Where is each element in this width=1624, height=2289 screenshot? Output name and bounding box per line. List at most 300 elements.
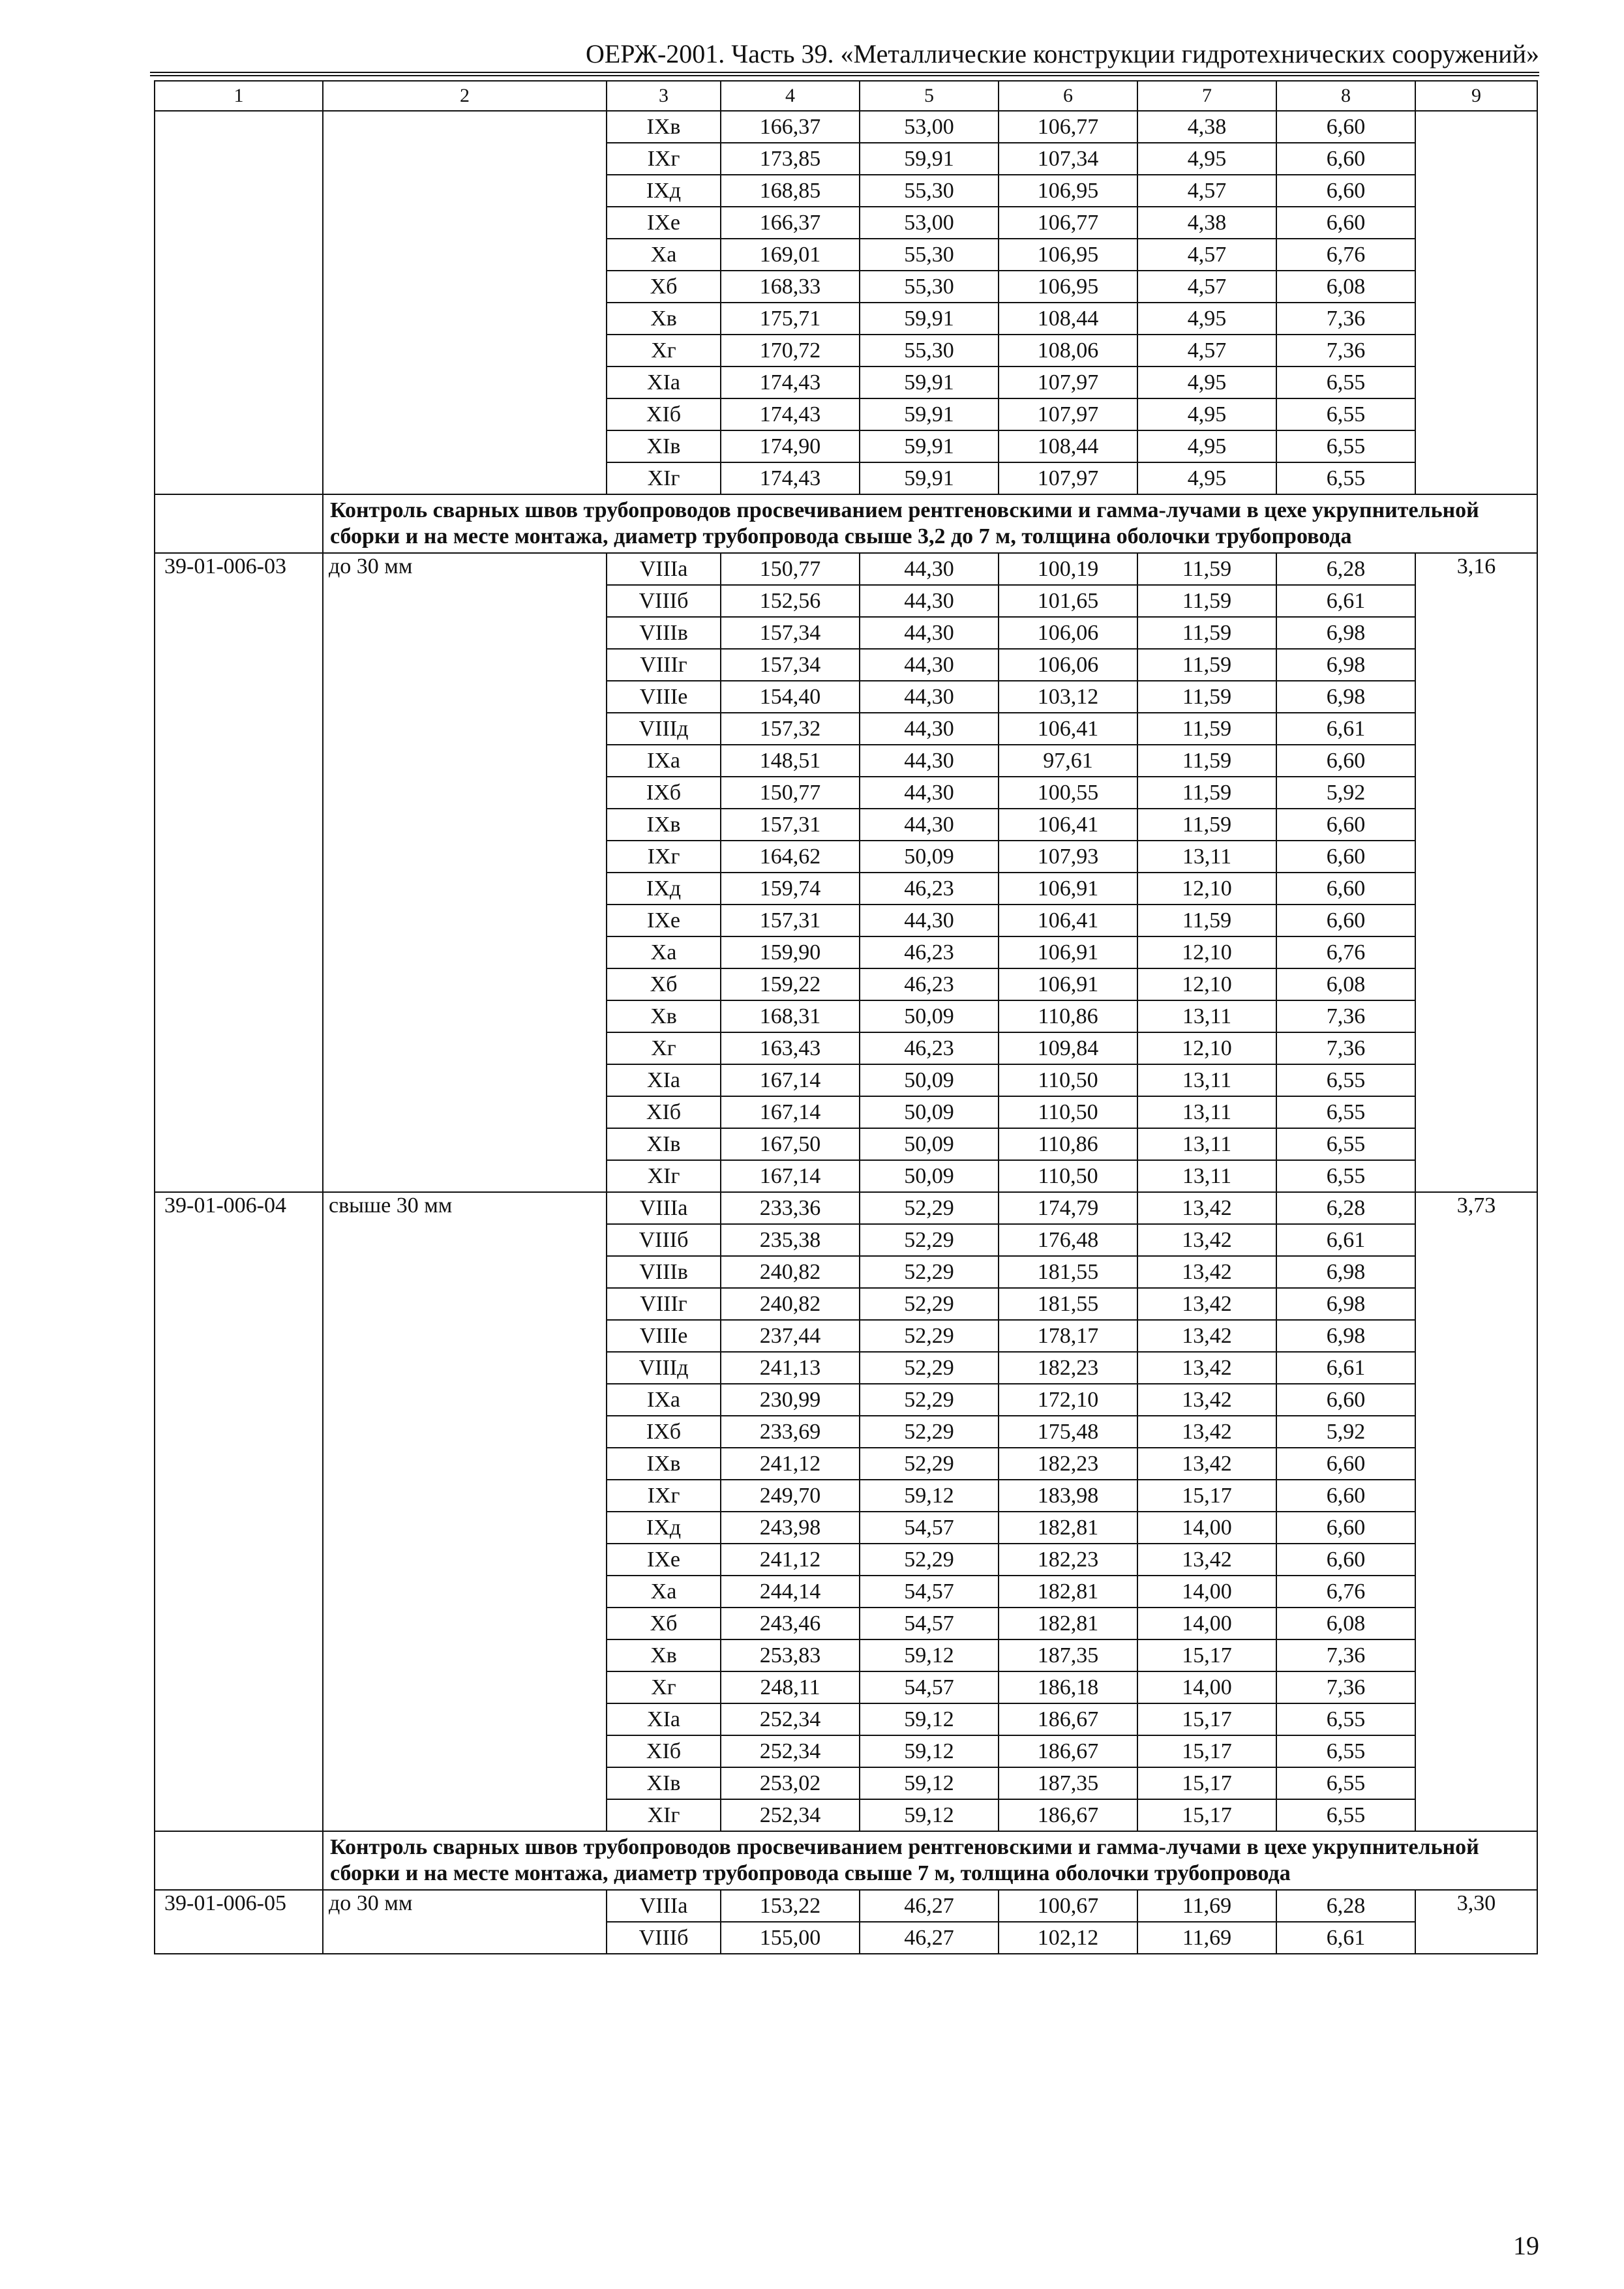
zone-cell: IXг	[607, 1480, 721, 1512]
zone-cell: VIIIв	[607, 617, 721, 649]
value-cell: 157,31	[721, 809, 860, 841]
value-cell: 181,55	[999, 1256, 1137, 1288]
value-cell: 54,57	[860, 1608, 999, 1639]
value-cell: 11,59	[1137, 777, 1276, 809]
value-cell: 4,95	[1137, 367, 1276, 398]
value-cell: 44,30	[860, 649, 999, 681]
zone-cell: VIIIд	[607, 1352, 721, 1384]
value-cell: 6,60	[1276, 1448, 1415, 1480]
value-cell: 13,11	[1137, 1096, 1276, 1128]
resource-code-cell: 39-01-006-05	[155, 1890, 323, 1954]
value-cell: 110,50	[999, 1096, 1137, 1128]
value-cell: 13,11	[1137, 1128, 1276, 1160]
labor-norm-cell: 3,73	[1415, 1192, 1537, 1831]
value-cell: 187,35	[999, 1767, 1137, 1799]
zone-cell: XIа	[607, 367, 721, 398]
value-cell: 44,30	[860, 745, 999, 777]
value-cell: 106,91	[999, 873, 1137, 905]
value-cell: 157,31	[721, 905, 860, 936]
value-cell: 174,43	[721, 462, 860, 494]
value-cell: 12,10	[1137, 936, 1276, 968]
value-cell: 44,30	[860, 617, 999, 649]
zone-cell: Xа	[607, 936, 721, 968]
value-cell: 106,41	[999, 905, 1137, 936]
value-cell: 46,27	[860, 1890, 999, 1922]
value-cell: 108,44	[999, 303, 1137, 335]
zone-cell: Xб	[607, 968, 721, 1000]
value-cell: 252,34	[721, 1735, 860, 1767]
value-cell: 230,99	[721, 1384, 860, 1416]
value-cell: 107,97	[999, 398, 1137, 430]
value-cell: 159,22	[721, 968, 860, 1000]
value-cell: 13,42	[1137, 1320, 1276, 1352]
table-row	[155, 1192, 1537, 1224]
zone-cell: IXд	[607, 175, 721, 207]
value-cell: 167,14	[721, 1096, 860, 1128]
value-cell: 11,69	[1137, 1922, 1276, 1954]
value-cell: 52,29	[860, 1224, 999, 1256]
value-cell: 50,09	[860, 1096, 999, 1128]
value-cell: 6,76	[1276, 936, 1415, 968]
zone-cell: Xв	[607, 1639, 721, 1671]
value-cell: 6,98	[1276, 617, 1415, 649]
value-cell: 6,76	[1276, 239, 1415, 271]
value-cell: 182,23	[999, 1544, 1137, 1576]
value-cell: 11,69	[1137, 1890, 1276, 1922]
value-cell: 106,06	[999, 617, 1137, 649]
value-cell: 6,55	[1276, 1096, 1415, 1128]
description-cell: до 30 мм	[323, 1890, 607, 1954]
zone-cell: IXе	[607, 1544, 721, 1576]
value-cell: 44,30	[860, 777, 999, 809]
value-cell: 176,48	[999, 1224, 1137, 1256]
zone-cell: IXа	[607, 1384, 721, 1416]
value-cell: 11,59	[1137, 585, 1276, 617]
value-cell: 59,91	[860, 143, 999, 175]
value-cell: 241,12	[721, 1448, 860, 1480]
value-cell: 13,11	[1137, 1064, 1276, 1096]
value-cell: 173,85	[721, 143, 860, 175]
page-number: 19	[1513, 2231, 1539, 2260]
value-cell: 106,06	[999, 649, 1137, 681]
value-cell: 44,30	[860, 809, 999, 841]
value-cell: 183,98	[999, 1480, 1137, 1512]
column-number-cell: 2	[323, 81, 607, 111]
zone-cell: IXв	[607, 809, 721, 841]
zone-cell: XIг	[607, 1160, 721, 1192]
value-cell: 59,12	[860, 1735, 999, 1767]
value-cell: 6,98	[1276, 649, 1415, 681]
value-cell: 5,92	[1276, 777, 1415, 809]
value-cell: 4,57	[1137, 239, 1276, 271]
table-row	[155, 1890, 1537, 1922]
value-cell: 6,60	[1276, 207, 1415, 239]
zone-cell: IXг	[607, 143, 721, 175]
zone-cell: VIIIд	[607, 713, 721, 745]
zone-cell: XIб	[607, 1735, 721, 1767]
resource-code-cell: 39-01-006-04	[155, 1192, 323, 1831]
value-cell: 7,36	[1276, 1000, 1415, 1032]
value-cell: 44,30	[860, 713, 999, 745]
value-cell: 6,08	[1276, 1608, 1415, 1639]
value-cell: 182,81	[999, 1512, 1137, 1544]
value-cell: 6,55	[1276, 430, 1415, 462]
value-cell: 103,12	[999, 681, 1137, 713]
zone-cell: IXв	[607, 111, 721, 143]
value-cell: 244,14	[721, 1576, 860, 1608]
value-cell: 6,60	[1276, 1480, 1415, 1512]
value-cell: 106,91	[999, 936, 1137, 968]
zone-cell: VIIIг	[607, 649, 721, 681]
value-cell: 174,90	[721, 430, 860, 462]
zone-cell: VIIIв	[607, 1256, 721, 1288]
value-cell: 6,28	[1276, 1890, 1415, 1922]
value-cell: 106,95	[999, 175, 1137, 207]
value-cell: 4,95	[1137, 462, 1276, 494]
zone-cell: XIа	[607, 1064, 721, 1096]
column-number-row	[155, 81, 1537, 111]
value-cell: 182,23	[999, 1352, 1137, 1384]
value-cell: 167,14	[721, 1064, 860, 1096]
value-cell: 6,61	[1276, 1352, 1415, 1384]
value-cell: 4,57	[1137, 335, 1276, 367]
zone-cell: IXв	[607, 1448, 721, 1480]
zone-cell: IXа	[607, 745, 721, 777]
value-cell: 13,11	[1137, 1160, 1276, 1192]
value-cell: 13,42	[1137, 1224, 1276, 1256]
value-cell: 4,95	[1137, 430, 1276, 462]
value-cell: 13,42	[1137, 1448, 1276, 1480]
value-cell: 13,42	[1137, 1352, 1276, 1384]
value-cell: 54,57	[860, 1671, 999, 1703]
zone-cell: VIIIа	[607, 553, 721, 585]
zone-cell: Xа	[607, 239, 721, 271]
value-cell: 59,91	[860, 430, 999, 462]
value-cell: 181,55	[999, 1288, 1137, 1320]
value-cell: 6,98	[1276, 681, 1415, 713]
value-cell: 253,83	[721, 1639, 860, 1671]
description-cell: свыше 30 мм	[323, 1192, 607, 1831]
zone-cell: Xв	[607, 1000, 721, 1032]
value-cell: 6,55	[1276, 1767, 1415, 1799]
value-cell: 150,77	[721, 777, 860, 809]
table-body	[155, 81, 1537, 1954]
value-cell: 6,08	[1276, 271, 1415, 303]
labor-norm-cell: 3,16	[1415, 553, 1537, 1192]
value-cell: 13,42	[1137, 1384, 1276, 1416]
value-cell: 101,65	[999, 585, 1137, 617]
value-cell: 6,55	[1276, 1799, 1415, 1831]
running-header: ОЕРЖ-2001. Часть 39. «Металлические конструкции гидротехнических сооружений»	[585, 39, 1539, 68]
value-cell: 53,00	[860, 111, 999, 143]
value-cell: 54,57	[860, 1576, 999, 1608]
value-cell: 157,32	[721, 713, 860, 745]
value-cell: 44,30	[860, 553, 999, 585]
labor-norm-cell	[1415, 111, 1537, 494]
value-cell: 168,31	[721, 1000, 860, 1032]
value-cell: 4,57	[1137, 271, 1276, 303]
value-cell: 12,10	[1137, 873, 1276, 905]
value-cell: 11,59	[1137, 681, 1276, 713]
value-cell: 174,43	[721, 398, 860, 430]
value-cell: 6,60	[1276, 873, 1415, 905]
value-cell: 109,84	[999, 1032, 1137, 1064]
column-number-cell: 6	[999, 81, 1137, 111]
value-cell: 243,98	[721, 1512, 860, 1544]
value-cell: 14,00	[1137, 1608, 1276, 1639]
value-cell: 14,00	[1137, 1671, 1276, 1703]
value-cell: 5,92	[1276, 1416, 1415, 1448]
value-cell: 6,60	[1276, 1512, 1415, 1544]
table-row	[155, 553, 1537, 585]
description-cell: до 30 мм	[323, 553, 607, 1192]
value-cell: 241,13	[721, 1352, 860, 1384]
value-cell: 110,50	[999, 1160, 1137, 1192]
value-cell: 148,51	[721, 745, 860, 777]
value-cell: 166,37	[721, 111, 860, 143]
value-cell: 54,57	[860, 1512, 999, 1544]
value-cell: 241,12	[721, 1544, 860, 1576]
value-cell: 52,29	[860, 1544, 999, 1576]
value-cell: 59,91	[860, 367, 999, 398]
value-cell: 153,22	[721, 1890, 860, 1922]
value-cell: 4,57	[1137, 175, 1276, 207]
value-cell: 182,81	[999, 1608, 1137, 1639]
value-cell: 4,95	[1137, 303, 1276, 335]
value-cell: 14,00	[1137, 1576, 1276, 1608]
zone-cell: IXб	[607, 1416, 721, 1448]
value-cell: 6,98	[1276, 1256, 1415, 1288]
value-cell: 15,17	[1137, 1480, 1276, 1512]
table-row	[155, 111, 1537, 143]
zone-cell: Xг	[607, 335, 721, 367]
value-cell: 174,43	[721, 367, 860, 398]
header-double-rule	[150, 72, 1539, 76]
resource-code-cell: 39-01-006-03	[155, 553, 323, 1192]
value-cell: 7,36	[1276, 335, 1415, 367]
value-cell: 155,00	[721, 1922, 860, 1954]
value-cell: 46,23	[860, 936, 999, 968]
value-cell: 172,10	[999, 1384, 1137, 1416]
value-cell: 106,41	[999, 809, 1137, 841]
value-cell: 252,34	[721, 1799, 860, 1831]
zone-cell: Xа	[607, 1576, 721, 1608]
value-cell: 6,60	[1276, 745, 1415, 777]
zone-cell: IXг	[607, 841, 721, 873]
value-cell: 6,60	[1276, 809, 1415, 841]
value-cell: 59,12	[860, 1703, 999, 1735]
value-cell: 7,36	[1276, 1671, 1415, 1703]
value-cell: 6,76	[1276, 1576, 1415, 1608]
zone-cell: VIIIе	[607, 1320, 721, 1352]
value-cell: 13,42	[1137, 1544, 1276, 1576]
value-cell: 11,59	[1137, 617, 1276, 649]
value-cell: 168,33	[721, 271, 860, 303]
value-cell: 6,60	[1276, 841, 1415, 873]
value-cell: 6,28	[1276, 1192, 1415, 1224]
zone-cell: VIIIг	[607, 1288, 721, 1320]
value-cell: 233,36	[721, 1192, 860, 1224]
value-cell: 15,17	[1137, 1799, 1276, 1831]
value-cell: 6,60	[1276, 1384, 1415, 1416]
value-cell: 186,67	[999, 1799, 1137, 1831]
value-cell: 152,56	[721, 585, 860, 617]
value-cell: 4,38	[1137, 207, 1276, 239]
value-cell: 100,19	[999, 553, 1137, 585]
value-cell: 167,50	[721, 1128, 860, 1160]
value-cell: 55,30	[860, 175, 999, 207]
section-code-cell	[155, 1831, 323, 1890]
value-cell: 11,59	[1137, 553, 1276, 585]
value-cell: 106,95	[999, 271, 1137, 303]
value-cell: 97,61	[999, 745, 1137, 777]
value-cell: 106,91	[999, 968, 1137, 1000]
value-cell: 233,69	[721, 1416, 860, 1448]
value-cell: 249,70	[721, 1480, 860, 1512]
value-cell: 4,95	[1137, 143, 1276, 175]
zone-cell: VIIIб	[607, 1922, 721, 1954]
value-cell: 6,55	[1276, 1703, 1415, 1735]
value-cell: 6,55	[1276, 398, 1415, 430]
value-cell: 186,67	[999, 1735, 1137, 1767]
value-cell: 106,77	[999, 207, 1137, 239]
value-cell: 59,12	[860, 1639, 999, 1671]
value-cell: 186,67	[999, 1703, 1137, 1735]
value-cell: 6,61	[1276, 1224, 1415, 1256]
value-cell: 13,42	[1137, 1416, 1276, 1448]
value-cell: 12,10	[1137, 1032, 1276, 1064]
zone-cell: Xг	[607, 1671, 721, 1703]
zone-cell: Xг	[607, 1032, 721, 1064]
description-cell	[323, 111, 607, 494]
value-cell: 15,17	[1137, 1735, 1276, 1767]
labor-norm-cell: 3,30	[1415, 1890, 1537, 1954]
column-number-cell: 3	[607, 81, 721, 111]
value-cell: 182,23	[999, 1448, 1137, 1480]
value-cell: 159,90	[721, 936, 860, 968]
value-cell: 240,82	[721, 1288, 860, 1320]
value-cell: 53,00	[860, 207, 999, 239]
value-cell: 13,42	[1137, 1288, 1276, 1320]
column-number-cell: 5	[860, 81, 999, 111]
value-cell: 175,71	[721, 303, 860, 335]
column-number-cell: 1	[155, 81, 323, 111]
zone-cell: VIIIа	[607, 1192, 721, 1224]
value-cell: 6,60	[1276, 143, 1415, 175]
value-cell: 55,30	[860, 271, 999, 303]
value-cell: 164,62	[721, 841, 860, 873]
value-cell: 13,11	[1137, 1000, 1276, 1032]
value-cell: 59,12	[860, 1799, 999, 1831]
zone-cell: XIв	[607, 1128, 721, 1160]
zone-cell: XIб	[607, 398, 721, 430]
value-cell: 6,61	[1276, 713, 1415, 745]
value-cell: 11,59	[1137, 649, 1276, 681]
value-cell: 55,30	[860, 239, 999, 271]
zone-cell: IXб	[607, 777, 721, 809]
value-cell: 102,12	[999, 1922, 1137, 1954]
value-cell: 52,29	[860, 1320, 999, 1352]
value-cell: 7,36	[1276, 1032, 1415, 1064]
section-title: Контроль сварных швов трубопроводов просвечиванием рентгеновскими и гамма-лучами в цехе укрупнительной сборки и на месте монтажа, диаметр трубопровода свыше 7 м, толщина оболочки трубопровода	[323, 1831, 1537, 1890]
value-cell: 187,35	[999, 1639, 1137, 1671]
value-cell: 12,10	[1137, 968, 1276, 1000]
value-cell: 6,98	[1276, 1320, 1415, 1352]
zone-cell: VIIIб	[607, 1224, 721, 1256]
value-cell: 50,09	[860, 1128, 999, 1160]
value-cell: 6,60	[1276, 905, 1415, 936]
value-cell: 11,59	[1137, 713, 1276, 745]
zone-cell: Xв	[607, 303, 721, 335]
value-cell: 6,98	[1276, 1288, 1415, 1320]
zone-cell: XIг	[607, 462, 721, 494]
value-cell: 108,44	[999, 430, 1137, 462]
value-cell: 174,79	[999, 1192, 1137, 1224]
column-number-cell: 9	[1415, 81, 1537, 111]
value-cell: 15,17	[1137, 1767, 1276, 1799]
value-cell: 46,23	[860, 968, 999, 1000]
column-number-cell: 4	[721, 81, 860, 111]
value-cell: 240,82	[721, 1256, 860, 1288]
value-cell: 110,86	[999, 1128, 1137, 1160]
value-cell: 52,29	[860, 1256, 999, 1288]
value-cell: 253,02	[721, 1767, 860, 1799]
value-cell: 6,61	[1276, 1922, 1415, 1954]
value-cell: 106,95	[999, 239, 1137, 271]
value-cell: 182,81	[999, 1576, 1137, 1608]
value-cell: 7,36	[1276, 1639, 1415, 1671]
value-cell: 6,55	[1276, 1160, 1415, 1192]
value-cell: 7,36	[1276, 303, 1415, 335]
zone-cell: Xб	[607, 1608, 721, 1639]
value-cell: 178,17	[999, 1320, 1137, 1352]
value-cell: 237,44	[721, 1320, 860, 1352]
value-cell: 14,00	[1137, 1512, 1276, 1544]
value-cell: 107,97	[999, 367, 1137, 398]
zone-cell: IXе	[607, 905, 721, 936]
value-cell: 106,41	[999, 713, 1137, 745]
price-table	[154, 80, 1538, 1954]
value-cell: 248,11	[721, 1671, 860, 1703]
value-cell: 52,29	[860, 1352, 999, 1384]
value-cell: 6,55	[1276, 1128, 1415, 1160]
value-cell: 6,60	[1276, 111, 1415, 143]
value-cell: 6,55	[1276, 462, 1415, 494]
value-cell: 6,28	[1276, 553, 1415, 585]
value-cell: 154,40	[721, 681, 860, 713]
value-cell: 157,34	[721, 649, 860, 681]
resource-code-cell	[155, 111, 323, 494]
value-cell: 13,11	[1137, 841, 1276, 873]
value-cell: 168,85	[721, 175, 860, 207]
value-cell: 59,91	[860, 398, 999, 430]
column-number-cell: 8	[1276, 81, 1415, 111]
value-cell: 11,59	[1137, 905, 1276, 936]
value-cell: 166,37	[721, 207, 860, 239]
value-cell: 110,50	[999, 1064, 1137, 1096]
value-cell: 50,09	[860, 1160, 999, 1192]
value-cell: 6,55	[1276, 367, 1415, 398]
value-cell: 55,30	[860, 335, 999, 367]
value-cell: 59,91	[860, 303, 999, 335]
value-cell: 50,09	[860, 1000, 999, 1032]
value-cell: 44,30	[860, 585, 999, 617]
value-cell: 235,38	[721, 1224, 860, 1256]
zone-cell: XIг	[607, 1799, 721, 1831]
value-cell: 159,74	[721, 873, 860, 905]
value-cell: 50,09	[860, 841, 999, 873]
value-cell: 167,14	[721, 1160, 860, 1192]
